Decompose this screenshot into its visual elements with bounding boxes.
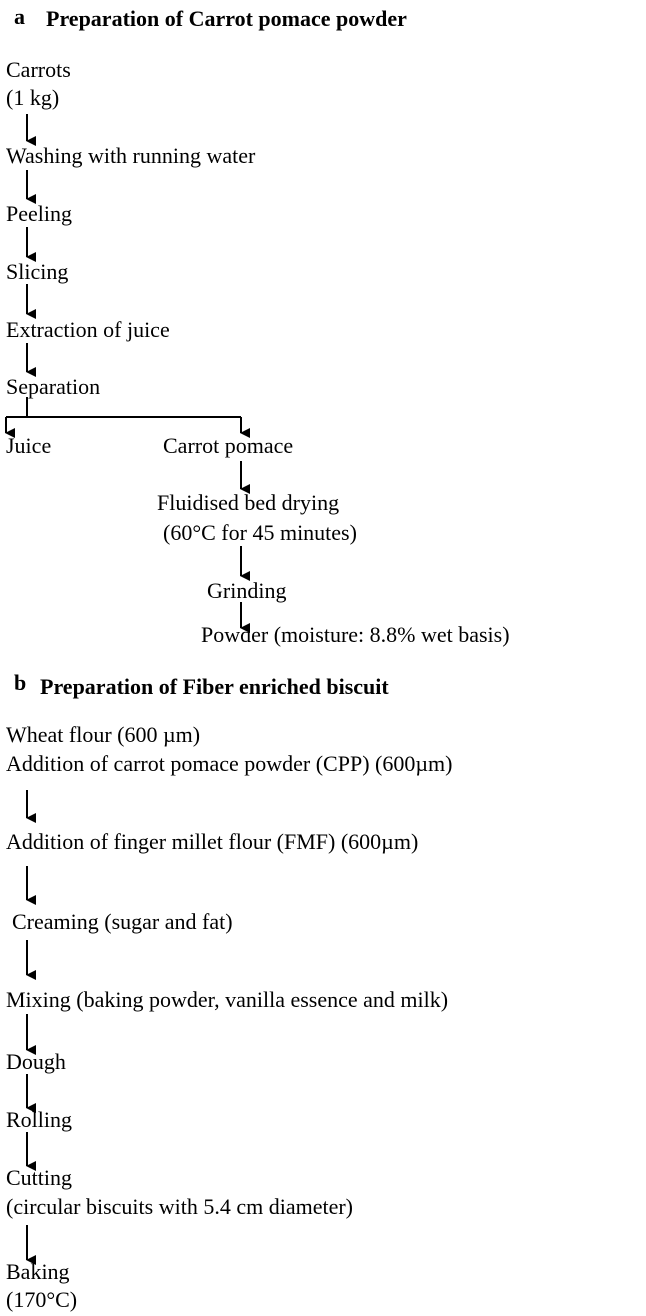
step-carrots: Carrots — [6, 57, 71, 82]
step-baking: Baking — [6, 1259, 70, 1284]
step-dough: Dough — [6, 1049, 66, 1074]
step-rolling: Rolling — [6, 1107, 73, 1132]
step-mixing: Mixing (baking powder, vanilla essence and milk) — [6, 987, 449, 1012]
step-grinding: Grinding — [207, 578, 287, 603]
step-baking-temp: (170°C) — [6, 1287, 78, 1312]
step-add-cpp: Addition of carrot pomace powder (CPP) (600µm) — [6, 751, 453, 776]
step-wheat-flour: Wheat flour (600 µm) — [6, 722, 201, 747]
step-peeling: Peeling — [6, 201, 72, 226]
step-cutting-description: (circular biscuits with 5.4 cm diameter) — [6, 1194, 353, 1219]
panel-a-title: Preparation of Carrot pomace powder — [46, 6, 407, 31]
panel-b-label: b — [14, 670, 27, 695]
step-drying: Fluidised bed drying — [157, 490, 340, 515]
step-drying-conditions: (60°C for 45 minutes) — [163, 520, 357, 545]
step-washing: Washing with running water — [6, 143, 256, 168]
step-add-fmf: Addition of finger millet flour (FMF) (600µm) — [6, 829, 419, 854]
step-separation: Separation — [6, 374, 101, 399]
step-cutting: Cutting — [6, 1165, 73, 1190]
step-extraction: Extraction of juice — [6, 317, 170, 342]
step-powder: Powder (moisture: 8.8% wet basis) — [201, 622, 510, 647]
step-carrots-qty: (1 kg) — [6, 85, 60, 110]
step-slicing: Slicing — [6, 259, 69, 284]
step-carrot-pomace: Carrot pomace — [163, 433, 294, 458]
step-creaming: Creaming (sugar and fat) — [12, 909, 233, 934]
panel-b-title: Preparation of Fiber enriched biscuit — [40, 674, 389, 699]
step-juice: Juice — [6, 433, 52, 458]
panel-a-label: a — [14, 4, 25, 29]
